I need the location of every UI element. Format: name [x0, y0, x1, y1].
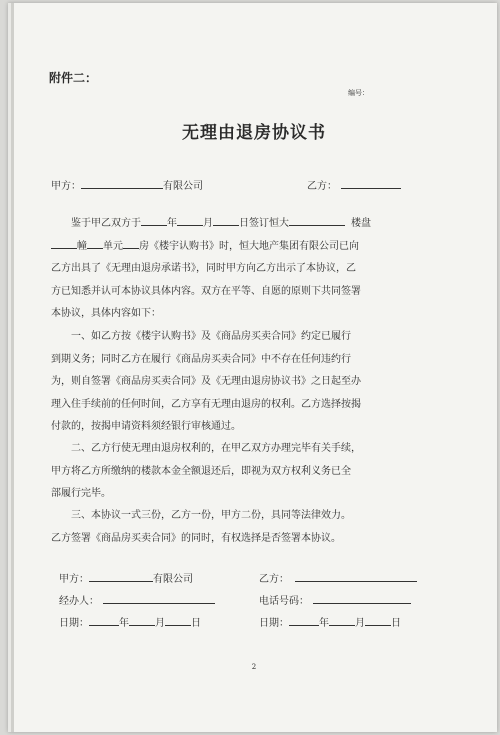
- clause-two-line-1: 二、乙方行使无理由退房权利的，在甲乙双方办理完毕有关手续，: [71, 443, 361, 454]
- page-edge-shadow: [11, 3, 14, 732]
- page-number: 2: [251, 663, 257, 671]
- sign-phone: 电话号码：: [259, 593, 411, 609]
- clause-two: [51, 438, 466, 506]
- party-b-label: 乙方：: [307, 181, 337, 192]
- sign-date-a: 日期： 年 月 日: [59, 615, 201, 631]
- sign-party-a: 甲方： 有限公司: [59, 571, 193, 587]
- sign-party-b: 乙方：: [259, 571, 417, 587]
- clause-one: [51, 326, 466, 439]
- top-party-a: [51, 178, 203, 194]
- party-a-label: 甲方：: [51, 181, 81, 192]
- paragraph-preamble: [51, 213, 466, 326]
- preamble-line-4: 方已知悉并认可本协议具体内容。双方在平等、自愿的原则下共同签署: [51, 285, 361, 297]
- preamble-line-3: 乙方出具了《无理由退房承诺书》，同时甲方向乙方出示了本协议，乙: [51, 263, 356, 274]
- clause-one-line-2: 到期义务；同时乙方在履行《商品房买卖合同》中不存在任何违约行: [51, 353, 351, 365]
- clause-three: [51, 505, 466, 550]
- document-title: 无理由退房协议书: [182, 123, 326, 143]
- preamble-line-2: 幢 单元 房《楼宇认购书》时，恒大地产集团有限公司已向: [51, 236, 466, 259]
- preamble-line-1: 鉴于甲乙双方于 年 月 日签订恒大 楼盘: [51, 213, 466, 236]
- sign-date-b: 日期： 年 月 日: [259, 615, 401, 631]
- attachment-label: 附件二：: [49, 71, 98, 85]
- preamble-line-5: 本协议，具体内容如下：: [51, 308, 161, 319]
- clause-one-line-5: 付款的，按揭申请资料须经银行审核通过。: [51, 421, 241, 432]
- document-page: [8, 3, 497, 732]
- clause-one-line-4: 理入住手续前的任何时间，乙方享有无理由退房的权利。乙方选择按揭: [51, 398, 361, 410]
- clause-three-line-2: 乙方签署《商品房买卖合同》的同时，有权选择是否签署本协议。: [51, 532, 341, 544]
- clause-three-line-1: 三、本协议一式三份，乙方一份，甲方二份，具同等法律效力。: [71, 510, 351, 521]
- clause-two-line-2: 甲方将乙方所缴纳的楼款本金全额退还后，即视为双方权利义务已全: [51, 465, 351, 477]
- party-a-blank: [81, 178, 163, 189]
- party-a-suffix: 有限公司: [163, 181, 203, 192]
- clause-one-line-1: 一、如乙方按《楼宇认购书》及《商品房买卖合同》约定已履行: [71, 331, 351, 342]
- sign-agent: 经办人：: [59, 593, 215, 609]
- top-party-b: [307, 178, 401, 194]
- serial-number-label: 编号：: [348, 89, 369, 97]
- clause-one-line-3: 为，则自签署《商品房买卖合同》及《无理由退房协议书》之日起至办: [51, 376, 361, 387]
- clause-two-line-3: 部履行完毕。: [51, 488, 111, 499]
- party-b-blank: [341, 178, 401, 189]
